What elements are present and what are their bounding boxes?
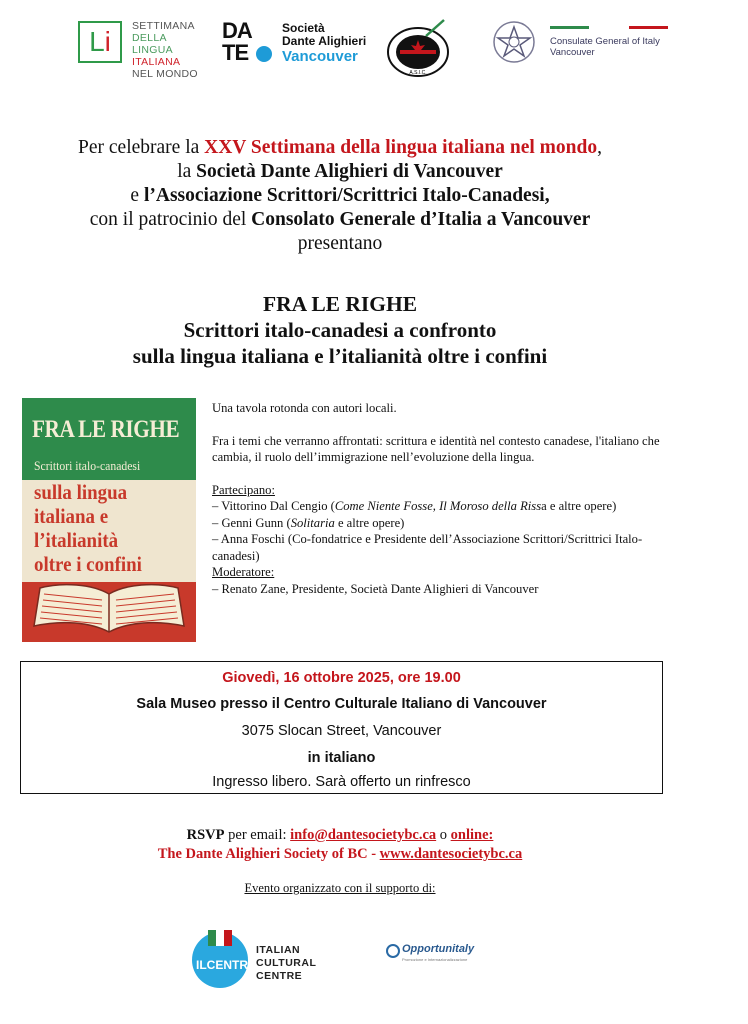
settimana-lingua-logo xyxy=(78,18,206,80)
opportunitaly-logo: Opportunitaly Promozione e Internazionalizzazione xyxy=(386,940,496,964)
event-details-box xyxy=(20,661,663,794)
asic-emblem-icon xyxy=(386,18,454,80)
rsvp-section: RSVP per email: info@dantesocietybc.ca o online: The Dante Alighieri Society of BC - www.dantesocietybc.ca xyxy=(157,827,523,862)
italian-emblem-icon xyxy=(490,18,538,66)
organized-by: Evento organizzato con il supporto di: xyxy=(244,881,436,895)
book-poster: FRA LE RIGHE Scrittori italo-canadesi sulla lingua italiana e l’italianità oltre i confini xyxy=(22,398,196,642)
email-link[interactable]: info@dantesocietybc.ca xyxy=(290,827,437,843)
participant-2: – Genni Gunn (Solitaria e altre opere) xyxy=(212,515,405,530)
event-description: Una tavola rotonda con autori locali. Fra i temi che verranno affrontati: scrittura e identità nel contesto canadese, l'italiano che cambia, il ruolo dell’immigrazione nell’evoluzione della lingua. Partecipano: – Vittorino Dal Cengio (Come Niente Fosse, Il Moroso della Rissa e altre opere) – Genni Gunn (Solitaria e altre opere) – Anna Foschi (Co-fondatrice e Presidente dell’Associazione Scrittori/Scrittrici Italo-canadesi) Moderatore: – Renato Zane, Presidente, Società Dante Alighieri di Vancouver xyxy=(212,400,672,597)
italian-flag-icon xyxy=(208,930,232,946)
dante-mark: DA TE xyxy=(222,18,252,65)
italian-cultural-centre-logo: ILCENTRO ITALIAN CULTURAL CENTRE xyxy=(192,930,322,998)
consulate-logo: Consulate General of Italy Vancouver xyxy=(490,18,670,70)
event-language: in italiano xyxy=(307,750,376,766)
dante-dot-icon xyxy=(256,46,272,62)
event-date: Giovedì, 16 ottobre 2025, ore 19.00 xyxy=(222,670,461,686)
event-venue: Sala Museo presso il Centro Culturale Italiano di Vancouver xyxy=(136,696,547,712)
opportunitaly-icon xyxy=(386,944,400,958)
event-address: 3075 Slocan Street, Vancouver xyxy=(241,723,442,739)
asic-logo xyxy=(386,18,454,78)
event-entry: Ingresso libero. Sarà offerto un rinfresco xyxy=(212,774,471,790)
settimana-lingua-text: SETTIMANA DELLA LINGUA ITALIANA NEL MONDO xyxy=(132,20,198,80)
li-mark: Li xyxy=(78,21,122,63)
website-link[interactable]: www.dantesocietybc.ca xyxy=(379,846,523,862)
moderator: – Renato Zane, Presidente, Società Dante Alighieri di Vancouver xyxy=(212,581,539,596)
intro-text: Per celebrare la XXV Settimana della lingua italiana nel mondo, la Società Dante Alighieri di Vancouver e l’Associazione Scrittori/Scrittrici Italo-Canadesi, con il patrocinio del Consolato Generale d’Italia a Vancouver presentano xyxy=(78,137,602,254)
svg-text:A.S.I.C.: A.S.I.C. xyxy=(409,70,427,76)
event-title: FRA LE RIGHE Scrittori italo-canadesi a confronto sulla lingua italiana e l’italianità oltre i confini xyxy=(132,292,548,368)
open-book-icon xyxy=(22,574,196,642)
dante-society-logo: DA TE Società Dante Alighieri Vancouver xyxy=(222,18,367,65)
participant-3: – Anna Foschi (Co-fondatrice e Presidente dell’Associazione Scrittori/Scrittrici Italo-canadesi) xyxy=(212,532,643,563)
italian-flag-bar xyxy=(550,26,668,29)
participant-1: – Vittorino Dal Cengio (Come Niente Fosse, Il Moroso della Rissa e altre opere) xyxy=(212,499,617,513)
